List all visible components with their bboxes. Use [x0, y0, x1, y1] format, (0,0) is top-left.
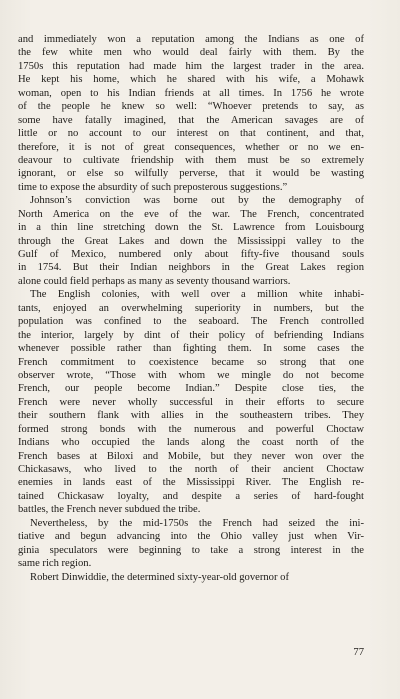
text-line: The English colonies, with well over a million white inhabi-	[30, 289, 364, 301]
text-line: tiative and begun advancing into the Ohio valley just when Vir-	[18, 531, 364, 543]
text-line: French commitment to coexistence became so strong that one	[18, 356, 364, 368]
text-line: Indians who occupied the lands along the coast north of the	[18, 437, 364, 449]
text-line: same rich region.	[18, 558, 92, 570]
text-line: some have fatally imagined, that the American savages are of	[18, 114, 364, 126]
text-line: in 1754. But their Indian neighbors in the Great Lakes region	[18, 262, 364, 274]
text-line: the few white men who would deal fairly with them. By the	[18, 47, 364, 59]
body-text	[18, 33, 364, 584]
text-line: therefore, it is not of great consequences, whether or no we en-	[18, 141, 364, 153]
text-line: ginia speculators were beginning to take a strong interest in the	[18, 544, 364, 556]
text-line: French bases at Biloxi and Mobile, but they never won over the	[18, 450, 364, 462]
text-line: French were never wholly successful in their efforts to secure	[18, 396, 364, 408]
text-line: woman, open to his Indian friends at all times. In 1756 he wrote	[18, 87, 364, 99]
text-line: enemies in lands east of the Mississippi River. The English re-	[18, 477, 364, 489]
text-line: population was confined to the seaboard. The French controlled	[18, 316, 364, 328]
text-line: battles, the French never subdued the tribe.	[18, 504, 201, 516]
text-line: formed strong bonds with the numerous and powerful Choctaw	[18, 423, 364, 435]
text-line: Gulf of Mexico, numbered only about fifty-five thousand souls	[18, 249, 364, 260]
text-line: their southern flank with allies in the southeastern tribes. They	[18, 410, 364, 422]
text-line: of the people he knew so well: “Whoever pretends to say, as	[18, 101, 364, 113]
text-line: deavour to cultivate friendship with them must be so extremely	[18, 154, 364, 166]
text-line: time to expose the absurdity of such preposterous suggestions.”	[18, 181, 288, 193]
text-line: He kept his home, which he shared with his wife, a Mohawk	[18, 74, 364, 86]
text-line: observer wrote, “Those with whom we mingle do not become	[18, 369, 364, 381]
text-line: Johnson’s conviction was borne out by the demography of	[30, 195, 364, 207]
text-line: alone could field perhaps as many as seventy thousand warriors.	[18, 275, 291, 287]
text-line: French, our people become Indian.” Despite close ties, the	[18, 383, 364, 395]
text-line: Robert Dinwiddie, the determined sixty-year-old governor of	[30, 571, 289, 583]
text-line: Nevertheless, by the mid-1750s the French had seized the ini-	[30, 517, 364, 529]
text-line: tants, enjoyed an overwhelming superiority in numbers, but the	[18, 302, 364, 314]
text-line: and immediately won a reputation among the Indians as one of	[18, 34, 364, 45]
text-line: through the Great Lakes and down the Mississippi valley to the	[18, 235, 364, 247]
page-number: 77	[353, 647, 364, 658]
text-line: tained Chickasaw loyalty, and despite a series of hard-fought	[18, 490, 364, 502]
text-line: little or no account to our interest on that continent, and that,	[18, 128, 364, 140]
text-line: 1750s this reputation had made him the largest trader in the area.	[18, 60, 364, 72]
text-line: in a thin line stretching down the St. Lawrence from Louisbourg	[18, 222, 364, 234]
text-line: the interior, largely by dint of their policy of befriending Indians	[18, 329, 364, 341]
text-line: whenever possible rather than fighting them. In some cases the	[18, 343, 364, 355]
text-line: North America on the eve of the war. The French, concentrated	[18, 208, 364, 220]
text-line: ignorant, or else so wilfully perverse, that it would be wasting	[18, 168, 364, 180]
text-line: Chickasaws, who lived to the north of their ancient Choctaw	[18, 464, 364, 475]
